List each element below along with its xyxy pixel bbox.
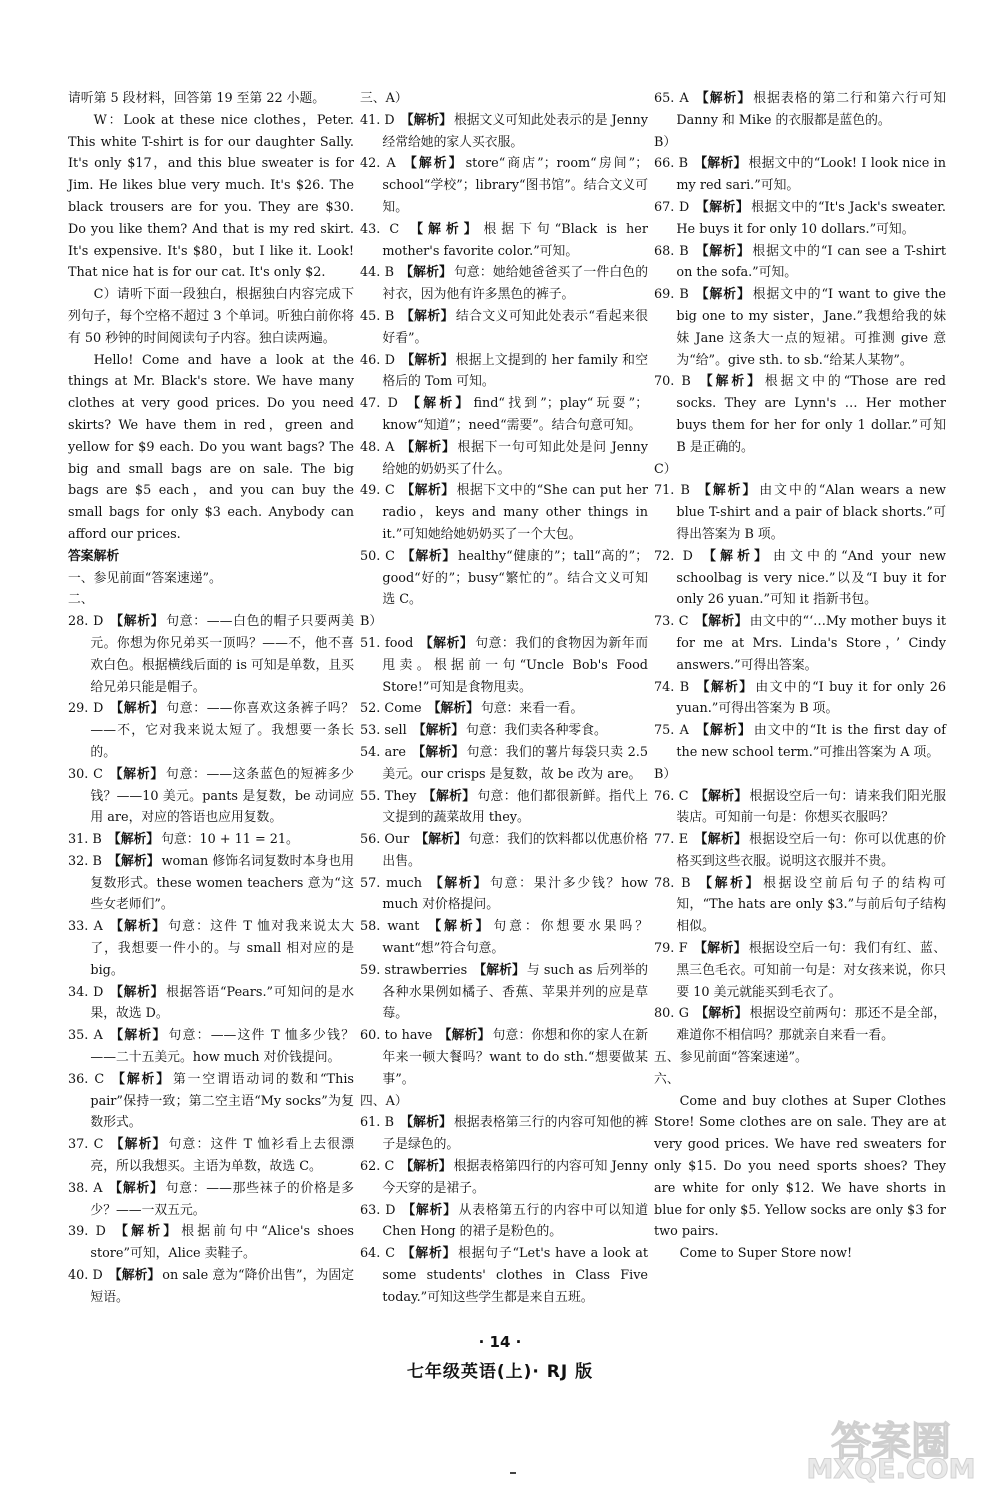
item-text: store“商店”；room“房间”；school“学校”；library“图书馆”。结合文义可知。 [382, 156, 648, 215]
item-text: 根据文中的“It's Jack's sweater. He buys it for only 10 dollars.”可知。 [676, 199, 946, 237]
item-text: 句意：我们的饮料都以优惠价格出售。 [382, 832, 648, 869]
item-text: 根据文义可知此处表示的是 Jenny 经常给她的家人买衣服。 [382, 112, 648, 150]
answer-number: 34. D [68, 984, 104, 1000]
answer-number: 63. D [360, 1202, 396, 1218]
item-text: 句意：——这件 T 恤多少钱？——二十五美元。how much 对价钱提问。 [90, 1028, 354, 1066]
analysis-tag: 【解析】 [107, 832, 160, 848]
analysis-tag: 【解析】 [695, 243, 751, 259]
answer-item [68, 1265, 354, 1309]
answer-number: 77. E [654, 832, 689, 848]
paragraph [68, 589, 354, 611]
item-text: C） [654, 461, 677, 477]
paragraph [654, 1047, 946, 1069]
item-text: 六、 [654, 1071, 680, 1087]
analysis-tag: 【解析】 [108, 853, 160, 869]
answer-number: 35. A [68, 1028, 103, 1044]
item-text: 根据表格的第二行和第六行可知 Danny 和 Mike 的衣服都是蓝色的。 [676, 91, 947, 128]
answer-item [654, 786, 946, 830]
analysis-tag: 【解析】 [401, 352, 454, 368]
answer-item [68, 916, 354, 981]
page-number: · 14 · [478, 1333, 522, 1351]
answer-item [360, 1025, 648, 1090]
answer-item [654, 153, 946, 197]
analysis-tag: 【解析】 [427, 701, 479, 717]
answer-item [68, 698, 354, 763]
item-text: 二、 [68, 592, 94, 608]
paragraph [654, 132, 946, 154]
item-text: B） [360, 614, 383, 630]
answer-item [654, 677, 946, 721]
analysis-tag: 【解析】 [415, 832, 467, 848]
answer-number: 69. B [654, 287, 689, 303]
item-text: 四、A） [360, 1093, 408, 1109]
answer-item [360, 153, 648, 218]
answer-item [360, 306, 648, 350]
analysis-tag: 【解析】 [110, 1028, 167, 1044]
answer-number: 48. A [360, 439, 395, 455]
answer-item [360, 393, 648, 437]
item-text: 根据文中的“Those are red socks. They are Lynn's … Her mother buys them for her for only 1 dollar.”可知 B 是正确的。 [676, 374, 946, 455]
answer-number: 80. G [654, 1006, 689, 1022]
item-text: 根据设空前两句：那还不是全部，难道你不相信吗？那就亲自来看一看。 [676, 1006, 946, 1044]
analysis-tag: 【解析】 [694, 832, 748, 848]
answer-item [360, 720, 648, 742]
analysis-tag: 【解析】 [401, 439, 456, 455]
item-text: 一、参见前面“答案速递”。 [68, 570, 222, 586]
answer-number: 42. A [360, 156, 396, 172]
item-text: 根据设空后一句：你可以优惠的价格买到这些衣服。说明这衣服并不贵。 [676, 832, 947, 869]
answer-number: 31. B [68, 832, 102, 848]
answer-item [654, 1003, 946, 1047]
item-text: 根据设空后一句：请来我们阳光服装店。可知前一句是：你想买衣服吗？ [676, 788, 946, 826]
item-text: 根据答语“Pears.”可知问的是水果，故选 D。 [90, 984, 354, 1022]
item-text: woman 修饰名词复数时本身也用复数形式。these women teachers 意为“这些女老师们”。 [90, 853, 355, 913]
answer-item [68, 1221, 354, 1265]
item-text: 根据前句中“Alice's shoes store”可知，Alice 卖鞋子。 [90, 1224, 354, 1262]
analysis-tag: 【解析】 [694, 788, 748, 804]
answer-item [654, 829, 946, 873]
item-text: 句意：你想要水果吗？want“想”符合句意。 [382, 919, 649, 957]
item-text: 根据文中的“I want to give the big one to my sister，Jane.”我想给我的妹妹 Jane 这条大一点的短裙。可推测 give 意为“给”。give sth. to sb.“给某人某物”。 [676, 287, 947, 368]
answer-item [360, 437, 648, 481]
answer-item [654, 873, 946, 938]
answer-item [68, 851, 354, 916]
answer-number: 29. D [68, 701, 104, 717]
answer-number: 71. B [654, 483, 690, 499]
answer-number: 32. B [68, 853, 102, 869]
analysis-tag: 【解析】 [400, 308, 454, 324]
analysis-tag: 【解析】 [412, 723, 465, 739]
item-text: Come to Super Store now! [679, 1246, 853, 1262]
analysis-tag: 【解析】 [699, 374, 763, 390]
item-text: 由文中的“It is the first day of the new school term.”可推出答案为 A 项。 [676, 723, 946, 760]
analysis-tag: 【解析】 [400, 265, 452, 281]
paragraph [360, 1091, 648, 1113]
item-text: 句意：果汁多少钱？how much 对价格提问。 [382, 875, 648, 913]
item-text: 根据下一句可知此处是问 Jenny 给她的奶奶买了什么。 [382, 439, 649, 477]
answer-number: 37. C [68, 1137, 104, 1153]
answer-number: 60. to have [360, 1028, 433, 1044]
answer-number: 40. D [68, 1268, 103, 1284]
analysis-tag: 【解析】 [412, 744, 465, 760]
section-heading [68, 546, 354, 568]
item-text: 根据文中的“Look! I look nice in my red sari.”可知。 [676, 156, 946, 194]
answer-number: 73. C [654, 614, 689, 630]
analysis-tag: 【解析】 [400, 1159, 452, 1175]
item-text: C）请听下面一段独白，根据独白内容完成下列句子，每个空格不超过 3 个单词。听独白前你将有 50 秒钟的时间阅读句子内容。独白读两遍。 [68, 287, 354, 346]
answer-item [68, 764, 354, 829]
analysis-tag: 【解析】 [110, 1137, 167, 1153]
analysis-tag: 【解析】 [695, 1006, 748, 1022]
item-text: 句意：我们的食物因为新年而甩卖。根据前一句“Uncle Bob's Food Store!”可知是食物甩卖。 [382, 635, 649, 695]
analysis-tag: 【解析】 [429, 875, 489, 891]
paragraph [68, 350, 354, 546]
answer-number: 43. C [360, 221, 400, 237]
analysis-tag: 【解析】 [419, 635, 474, 651]
answer-item [654, 197, 946, 241]
answer-item [68, 611, 354, 698]
answer-item [360, 480, 648, 545]
item-text: B） [654, 134, 677, 150]
item-text: 根据下文中的“She can put her radio，keys and many other things in it.”可知她给她奶奶买了一个大包。 [382, 483, 649, 542]
paragraph [654, 459, 946, 481]
answer-item [654, 611, 946, 676]
analysis-tag: 【解析】 [697, 483, 758, 499]
answer-item [360, 960, 648, 1025]
item-text: 根据文中的“I can see a T-shirt on the sofa.”可知。 [676, 243, 947, 281]
item-text: 根据句子“Let's have a look at some students' clothes in Class Five today.”可知这些学生都是来自五班。 [382, 1246, 649, 1305]
answer-number: 52. Come [360, 701, 422, 717]
item-text: Hello! Come and have a look at the things at Mr. Black's store. We have many clothes at very good prices. Do you need skirts? We have them in red，green and yellow for $9 each. Do you want bags? The big and small bags are on sale. The big bags are $5 each，and you can buy the small bags for only $3 each. Anybody can afford our prices. [68, 352, 354, 542]
answer-number: 62. C [360, 1159, 395, 1175]
item-text: 句意：这件 T 恤衫看上去很漂亮，所以我想买。主语为单数，故选 C。 [90, 1137, 355, 1175]
answer-item [68, 1025, 354, 1069]
answer-number: 44. B [360, 265, 394, 281]
answer-number: 79. F [654, 941, 688, 957]
item-text: 请听第 5 段材料，回答第 19 至第 22 小题。 [68, 91, 326, 106]
analysis-tag: 【解析】 [695, 287, 751, 303]
analysis-tag: 【解析】 [110, 614, 165, 630]
item-text: 与 such as 后列举的各种水果例如橘子、香蕉、苹果并列的应是草莓。 [382, 962, 649, 1022]
paragraph [654, 764, 946, 786]
answer-item [360, 873, 648, 917]
answer-item [654, 241, 946, 285]
answer-item [68, 1069, 354, 1134]
answer-item [360, 742, 648, 786]
analysis-tag: 【解析】 [438, 1028, 491, 1044]
analysis-tag: 【解析】 [428, 919, 492, 935]
item-text: 三、A） [360, 91, 408, 106]
answer-item [360, 1243, 648, 1308]
answer-number: 30. C [68, 766, 103, 782]
answer-number: 53. sell [360, 723, 407, 739]
answer-item [654, 546, 946, 611]
answer-item [360, 633, 648, 698]
answer-item [360, 1156, 648, 1200]
answer-number: 38. A [68, 1180, 103, 1196]
answer-number: 54. are [360, 744, 407, 760]
item-text: 句意：他们都很新鲜。指代上文提到的蔬菜故用 they。 [382, 788, 649, 826]
paragraph [68, 88, 354, 110]
item-text: on sale 意为“降价出售”，为固定短语。 [90, 1268, 354, 1305]
analysis-tag: 【解析】 [695, 91, 752, 106]
answer-number: 36. C [68, 1071, 105, 1087]
item-text: 结合文义可知此处表示“看起来很好看”。 [382, 308, 649, 346]
answer-number: 67. D [654, 199, 690, 215]
divider-mark [510, 1472, 516, 1474]
analysis-tag: 【解析】 [110, 701, 165, 717]
answer-number: 74. B [654, 679, 690, 695]
paragraph [68, 284, 354, 349]
answer-item [360, 786, 648, 830]
item-text: 句意：10 + 11 = 21。 [161, 832, 299, 848]
column-right [654, 88, 946, 1265]
item-text: healthy“健康的”；tall“高的”；good“好的”；busy“繁忙的”。结合文义可知选 C。 [382, 548, 649, 608]
item-text: 从表格第五行的内容中可以知道 Chen Hong 的裙子是粉色的。 [382, 1202, 649, 1240]
answer-item [654, 938, 946, 1003]
item-text: find“找到”；play“玩耍”；know“知道”；need“需要”。结合句意可知。 [382, 396, 649, 433]
item-text: 句意：——白色的帽子只要两美元。你想为你兄弟买一顶吗？——不，他不喜欢白色。根据横线后面的 is 可知是单数，且买给兄弟只能是帽子。 [90, 614, 355, 695]
answer-number: 49. C [360, 483, 395, 499]
item-text: Come and buy clothes at Super Clothes Store! Some clothes are on sale. They are at very good prices. We have red sweaters for only $15. Do you need sports shoes? They are white for only $12. We have shorts in blue for only $5. Yellow socks are only $3 for two pairs. [654, 1093, 946, 1240]
answer-number: 57. much [360, 875, 422, 891]
watermark-text: 答案圈 [831, 1419, 951, 1465]
answer-number: 56. Our [360, 832, 410, 848]
answer-number: 46. D [360, 352, 395, 368]
analysis-tag: 【解析】 [112, 1071, 171, 1087]
answer-item [68, 1178, 354, 1222]
answer-number: 59. strawberries [360, 962, 468, 978]
analysis-tag: 【解析】 [110, 984, 165, 1000]
paragraph [360, 611, 648, 633]
analysis-tag: 【解析】 [115, 1224, 180, 1240]
item-text: 由文中的“‘…My mother buys it for me at Mrs. Linda's Store，’ Cindy answers.”可得出答案。 [676, 614, 946, 673]
answer-item [654, 480, 946, 545]
answer-number: 66. B [654, 156, 689, 172]
answer-item [654, 284, 946, 371]
item-text: 根据表格第四行的内容可知 Jenny 今天穿的是裙子。 [382, 1159, 649, 1196]
analysis-tag: 【解析】 [422, 788, 476, 804]
answer-number: 58. want [360, 919, 420, 935]
watermark-logo [806, 1408, 976, 1488]
answer-item [360, 1112, 648, 1156]
analysis-tag: 【解析】 [696, 723, 752, 739]
analysis-tag: 【解析】 [109, 766, 164, 782]
answer-item [360, 350, 648, 394]
item-text: 根据下句“Black is her mother's favorite color.”可知。 [382, 221, 648, 259]
column-middle [360, 88, 648, 1309]
item-text: B） [654, 766, 677, 782]
item-text: 句意：——那些袜子的价格是多少？——一双五元。 [90, 1180, 354, 1218]
answer-item [68, 1134, 354, 1178]
analysis-tag: 【解析】 [402, 1202, 457, 1218]
analysis-tag: 【解析】 [473, 962, 525, 978]
analysis-tag: 【解析】 [695, 199, 750, 215]
item-text: 句意：——你喜欢这条裤子吗？——不，它对我来说太短了。我想要一条长的。 [90, 701, 355, 760]
analysis-tag: 【解析】 [703, 548, 772, 564]
item-text: 句意：你想和你的家人在新年来一顿大餐吗？want to do sth.“想要做某事”。 [382, 1028, 648, 1087]
answer-number: 72. D [654, 548, 693, 564]
item-text: 五、参见前面“答案速递”。 [654, 1050, 808, 1066]
analysis-tag: 【解析】 [110, 919, 167, 935]
answer-item [360, 698, 648, 720]
item-text: 句意：这件 T 恤对我来说太大了，我想要一件小的。与 small 相对应的是 big。 [90, 919, 355, 978]
answer-item [360, 110, 648, 154]
answer-item [360, 546, 648, 611]
answer-item [654, 371, 946, 458]
answer-number: 51. food [360, 635, 414, 651]
answer-number: 28. D [68, 614, 104, 630]
answer-item [68, 982, 354, 1026]
watermark-url: MXQE.COM [806, 1454, 976, 1485]
analysis-tag: 【解析】 [694, 941, 747, 957]
answer-number: 75. A [654, 723, 689, 739]
analysis-tag: 【解析】 [403, 156, 464, 172]
answer-number: 41. D [360, 112, 395, 128]
answer-item [360, 262, 648, 306]
answer-item [68, 829, 354, 851]
analysis-tag: 【解析】 [696, 679, 754, 695]
answer-item [360, 916, 648, 960]
item-text: 由文中的“Alan wears a new blue T-shirt and a pair of black shorts.”可得出答案为 B 项。 [676, 483, 946, 542]
answer-item [360, 829, 648, 873]
analysis-tag: 【解析】 [410, 221, 482, 237]
analysis-tag: 【解析】 [407, 396, 472, 412]
answer-number: 64. C [360, 1246, 395, 1262]
item-text: 第一空谓语动词的数和“This pair”保持一致；第二空主语“My socks”为复数形式。 [90, 1071, 354, 1131]
analysis-tag: 【解析】 [400, 112, 452, 128]
answer-number: 68. B [654, 243, 689, 259]
answer-number: 33. A [68, 919, 103, 935]
item-text: 根据设空前后句子的结构可知，“The hats are only $3.”与前后句子结构相似。 [676, 875, 947, 935]
item-text: 句意：来看一看。 [480, 701, 584, 717]
answer-number: 61. B [360, 1115, 394, 1131]
answer-number: 76. C [654, 788, 689, 804]
answer-item [360, 219, 648, 263]
analysis-tag: 【解析】 [695, 614, 748, 630]
item-text: 答案解析 [68, 548, 120, 564]
answer-item [654, 88, 946, 132]
item-text: 由文中的“And your new schoolbag is very nice.”以及“I buy it for only 26 yuan.”可知 it 指新书包。 [676, 548, 946, 608]
analysis-tag: 【解析】 [400, 1115, 452, 1131]
paragraph [654, 1243, 946, 1265]
analysis-tag: 【解析】 [109, 1180, 164, 1196]
analysis-tag: 【解析】 [699, 875, 762, 891]
item-text: 句意：我们卖各种零食。 [466, 723, 607, 739]
book-title: 七年级英语(上)· RJ 版 [406, 1362, 594, 1382]
analysis-tag: 【解析】 [108, 1268, 161, 1284]
paragraph [654, 1091, 946, 1244]
item-text: W：Look at these nice clothes，Peter. This white T-shirt is for our daughter Sally. It's only $17，and this blue sweater is for Jim. He likes blue very much. It's $26. The black trousers are for you. They are $30. Do you like them? And that is my red skirt. It's expensive. It's $80，but I like it. Look! That nice hat is for our cat. It's only $2. [68, 112, 354, 281]
answer-number: 50. C [360, 548, 395, 564]
item-text: 根据表格第三行的内容可知他的裤子是绿色的。 [382, 1115, 649, 1153]
answer-number: 70. B [654, 374, 691, 390]
item-text: 句意：她给她爸爸买了一件白色的衬衣，因为他有许多黑色的裤子。 [382, 265, 649, 303]
analysis-tag: 【解析】 [401, 1246, 457, 1262]
paragraph [68, 110, 354, 284]
answer-number: 78. B [654, 875, 691, 891]
answer-item [360, 1200, 648, 1244]
analysis-tag: 【解析】 [401, 548, 456, 564]
item-text: 由文中的“I buy it for only 26 yuan.”可得出答案为 B 项。 [676, 679, 946, 717]
analysis-tag: 【解析】 [694, 156, 747, 172]
item-text: 句意：我们的薯片每袋只卖 2.5 美元。our crisps 是复数，故 be 改为 are。 [382, 744, 649, 782]
answer-number: 39. D [68, 1224, 106, 1240]
item-text: 根据设空后一句：我们有红、蓝、黑三色毛衣。可知前一句是：对女孩来说，你只要 10 美元就能买到毛衣了。 [676, 941, 946, 1000]
paragraph [360, 88, 648, 110]
answer-item [654, 720, 946, 764]
answer-number: 55. They [360, 788, 417, 804]
analysis-tag: 【解析】 [401, 483, 455, 499]
column-left [68, 88, 354, 1309]
item-text: 根据上文提到的 her family 和空格后的 Tom 可知。 [382, 352, 648, 390]
paragraph [654, 1069, 946, 1091]
item-text: 句意：——这条蓝色的短裤多少钱？——10 美元。pants 是复数，be 动词应用 are，对应的答语也应用复数。 [90, 766, 354, 826]
answer-number: 65. A [654, 91, 689, 106]
paragraph [68, 568, 354, 590]
answer-number: 47. D [360, 396, 398, 412]
answer-number: 45. B [360, 308, 395, 324]
